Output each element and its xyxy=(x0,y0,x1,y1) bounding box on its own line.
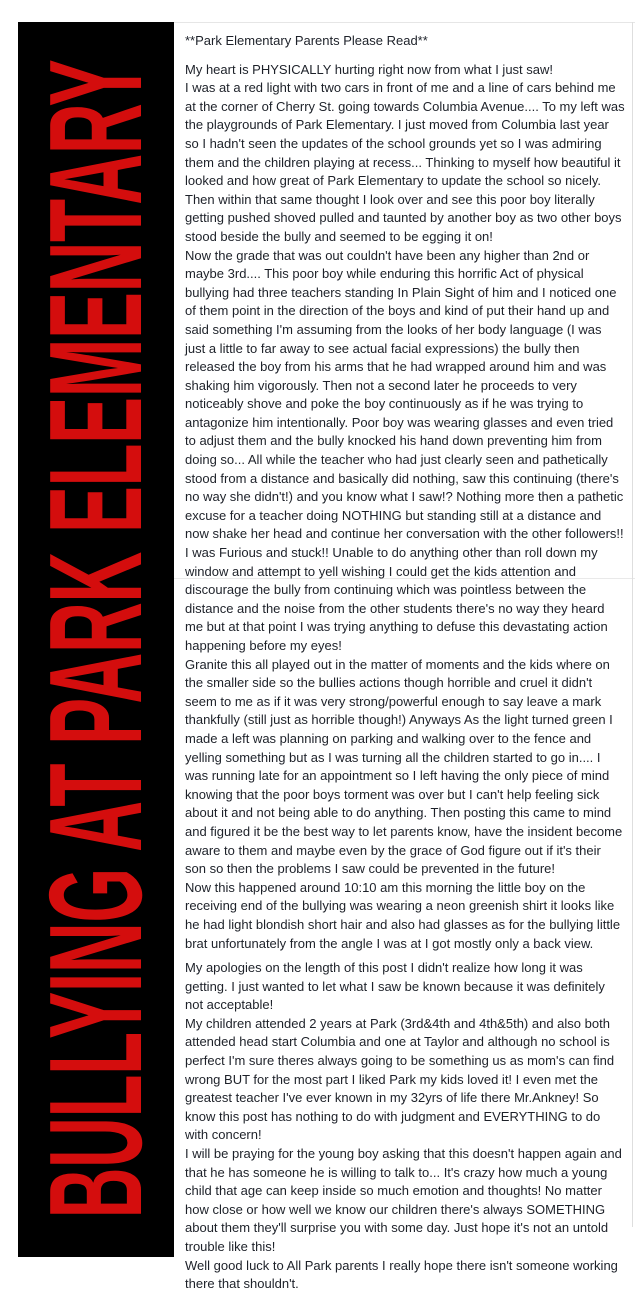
post-paragraph: My apologies on the length of this post I didn't realize how long it was getting. I just wanted to let what I saw be known because it was definitely not acceptable! xyxy=(185,960,609,1013)
post-paragraph: Granite this all played out in the matter of moments and the kids where on the smaller side so the bullies actions though horrible and cruel it didn't seem to me as if it was very strong/powerful enough to say leave a mark thankfully (still just as horrible though!) Anyways As the light turned green I made a left was planning on parking and walking over to the fence and yelling something but as I was turning all the children started to go in.... I was running late for an appointment so I left having the only piece of mind knowing that the poor boys torment was over but I can't help feeling sick about it and not being able to do anything. Then posting this came to mind and figured it be the best way to let parents know, have the insident become aware to them and maybe even by the grace of God figure out if it's their son so then the problems I saw could be prevented in the future! xyxy=(185,656,626,877)
banner-title-text: BULLYING AT PARK ELEMENTARY xyxy=(22,59,169,1219)
post-paragraph: I will be praying for the young boy asking that this doesn't happen again and that he has someone he is willing to talk to... It's crazy how much a young child that age can keep inside so much emotion and thoughts! No matter how close or how well we know our children there's always SOMETHING about them they'll surprise you with some day. Just hope it's not an untold trouble like this! xyxy=(185,1146,626,1254)
post-header: **Park Elementary Parents Please Read** xyxy=(185,33,428,48)
frame-divider-right xyxy=(632,22,633,1227)
post-paragraph: I was at a red light with two cars in front of me and a line of cars behind me at the corner of Cherry St. going towards Columbia Avenue.... To my left was the playgrounds of Park Elementary. I just moved from Columbia last year so I hadn't seen the updates of the school grounds yet so I was admiring them and the children playing at recess... Thinking to myself how beautiful it looked and how great of Park Elementary to update the school so nicely. Then within that same thought I look over and see this poor boy literally getting pushed shoved pulled and taunted by another boy as two other boys stood beside the bully and seemed to be egging it on! xyxy=(185,80,629,244)
post-paragraph: Now this happened around 10:10 am this morning the little boy on the receiving end of the bullying was wearing a neon greenish shirt it looks like he had light blondish short hair and also had glasses as for the bullying little brat unfortunately from the angle I was at I got mostly only a back view. xyxy=(185,879,624,951)
post-body xyxy=(185,32,629,1294)
banner-title xyxy=(18,34,174,1244)
title-banner xyxy=(18,22,174,1257)
post-paragraph: Now the grade that was out couldn't have been any higher than 2nd or maybe 3rd.... This poor boy while enduring this horrific Act of physical bullying had three teachers standing In Plain Sight of him and I noticed one of them point in the direction of the boys and kind of put their hand up and said something I'm assuming from the looks of her body language (I was just a little to far away to see actual facial expressions) the bully then released the boy from his arms that he had wrapped around him and was shaking him vigorously. Then not a second later he proceeds to very noticeably shove and poke the boy continuously as if he was trying to antagonize him intentionally. Poor boy was wearing glasses and even tried to adjust them and the bully knocked his hand down preventing him from doing so... All while the teacher who had just clearly seen and pathetically stood from a distance and basically did nothing, saw this continuing (there's no way she didn't!) and you know what I saw!? Nothing more then a pathetic excuse for a teacher doing NOTHING but standing still at a distance and now shake her head and continue her conversation with the other followers!! I was Furious and stuck!! Unable to do anything other than roll down my window and attempt to yell wishing I could get the kids attention and discourage the bully from continuing which was pointless between the distance and the noise from the other students there's no way they heard me but at that point I was trying anything to defuse this devastating action happening before my eyes! xyxy=(185,247,628,653)
post-paragraph: Well good luck to All Park parents I really hope there isn't someone working there that shouldn't. xyxy=(185,1257,622,1292)
frame-divider-top xyxy=(174,22,635,23)
post-paragraph: My children attended 2 years at Park (3rd&4th and 4th&5th) and also both attended head start Columbia and one at Taylor and although no school is perfect I'm sure theres always going to be something us as mom's can find wrong BUT for the most part I liked Park my kids loved it! I even met the greatest teacher I've ever known in my 32yrs of life there Mr.Ankney! So know this post has nothing to do with judgment and EVERYTHING to do with concern! xyxy=(185,1015,618,1143)
post-paragraph: My heart is PHYSICALLY hurting right now from what I just saw! xyxy=(185,61,553,77)
